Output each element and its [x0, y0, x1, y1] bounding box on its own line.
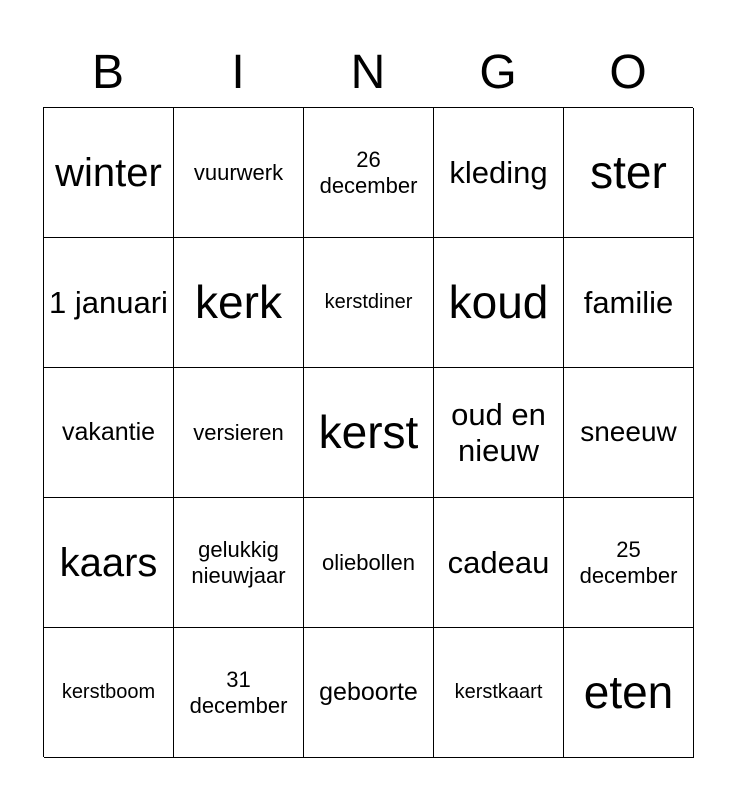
cell-text: kaars [59, 540, 158, 585]
cell-text: oliebollen [322, 549, 415, 575]
header-letter-n: N [350, 46, 386, 99]
cell-text: 26 december [319, 147, 418, 198]
cell-text: oud en nieuw [451, 396, 546, 468]
bingo-cell[interactable] [304, 498, 434, 628]
bingo-cell[interactable] [174, 108, 304, 238]
cell-text: ster [590, 146, 667, 199]
cell-text: sneeuw [580, 416, 677, 448]
cell-text: geboorte [319, 678, 418, 707]
header-letter-g: G [479, 46, 517, 99]
bingo-cell[interactable] [174, 368, 304, 498]
cell-text: cadeau [447, 544, 550, 580]
bingo-cell[interactable] [174, 628, 304, 758]
bingo-card [43, 107, 693, 757]
bingo-cell[interactable] [434, 108, 564, 238]
bingo-cell[interactable] [564, 108, 694, 238]
bingo-cell[interactable] [564, 628, 694, 758]
bingo-cell[interactable] [44, 498, 174, 628]
cell-text: 25 december [579, 537, 678, 588]
header-letter-i: I [231, 46, 245, 99]
bingo-cell[interactable] [434, 628, 564, 758]
cell-text: gelukkig nieuwjaar [191, 537, 286, 588]
cell-text: kerk [195, 276, 282, 329]
bingo-cell[interactable] [44, 238, 174, 368]
bingo-cell[interactable] [304, 628, 434, 758]
header-letter-b: B [91, 46, 124, 99]
bingo-cell[interactable] [304, 238, 434, 368]
bingo-header [43, 40, 693, 106]
cell-text: kerst [318, 406, 419, 459]
cell-text: kerstboom [61, 681, 156, 703]
bingo-cell[interactable] [174, 498, 304, 628]
bingo-cell[interactable] [44, 108, 174, 238]
bingo-cell[interactable] [174, 238, 304, 368]
cell-text: familie [583, 284, 674, 320]
bingo-cell[interactable] [564, 238, 694, 368]
bingo-cell[interactable] [564, 498, 694, 628]
cell-text: winter [55, 150, 162, 195]
cell-text: versieren [193, 419, 284, 445]
cell-text: vakantie [61, 418, 156, 447]
bingo-cell[interactable] [44, 368, 174, 498]
bingo-cell[interactable] [304, 108, 434, 238]
cell-text: vuurwerk [193, 159, 284, 185]
bingo-cell[interactable] [44, 628, 174, 758]
cell-text: kleding [449, 154, 548, 190]
bingo-cell[interactable] [434, 498, 564, 628]
cell-text: koud [448, 276, 549, 329]
bingo-cell[interactable] [304, 368, 434, 498]
cell-text: kerstkaart [454, 681, 543, 703]
bingo-cell[interactable] [564, 368, 694, 498]
bingo-cell[interactable] [434, 238, 564, 368]
cell-text: eten [583, 666, 674, 719]
cell-text: kerstdiner [324, 291, 413, 313]
cell-text: 1 januari [49, 284, 168, 320]
header-letter-o: O [609, 46, 647, 99]
cell-text: 31 december [189, 667, 288, 718]
bingo-cell[interactable] [434, 368, 564, 498]
